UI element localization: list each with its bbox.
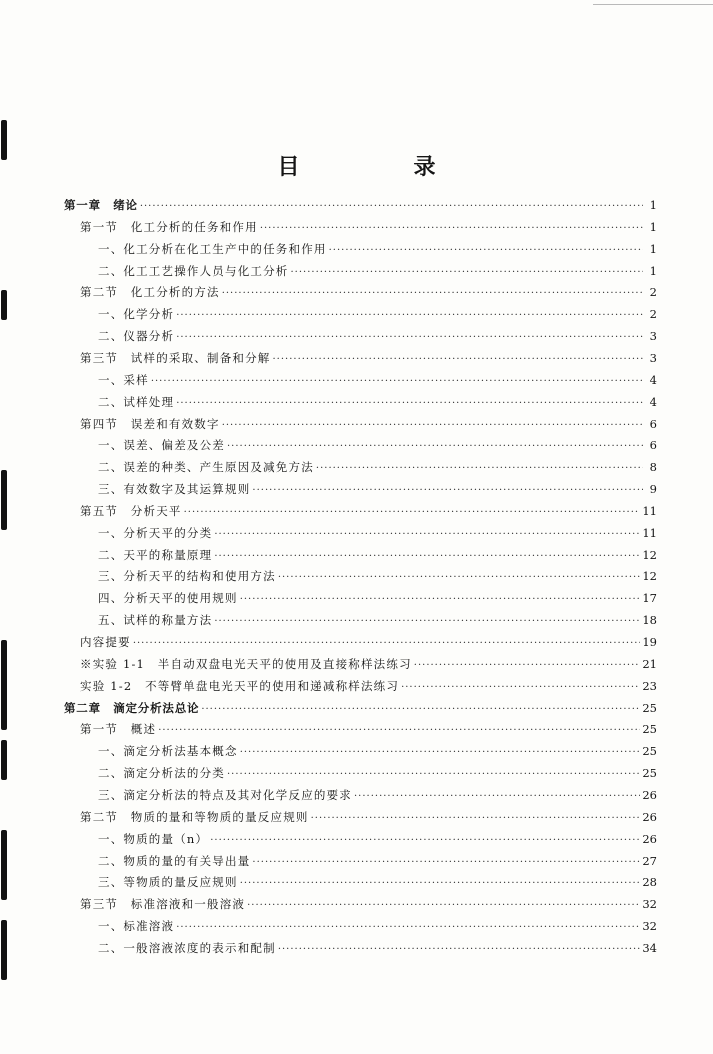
toc-entry[interactable] [98,918,657,936]
toc-entry-page-number: 26 [642,809,657,824]
dot-leader [354,791,640,802]
toc-entry-page-number: 23 [642,678,657,693]
dot-leader [273,354,644,365]
dot-leader [329,245,643,256]
toc-entry[interactable] [80,809,657,827]
dot-leader [260,223,643,234]
toc-entry-label: 第一节 概述 [80,722,157,737]
toc-entry-label: 一、误差、偏差及公差 [98,438,225,453]
toc-entry-label: 一、化工分析在化工生产中的任务和作用 [98,241,327,256]
dot-leader [278,944,641,955]
dot-leader [210,835,640,846]
dot-leader [133,638,641,649]
toc-entry-label: 内容提要 [80,635,131,649]
toc-entry-label: 第三节 试样的采取、制备和分解 [80,350,271,365]
toc-entry[interactable] [98,372,657,390]
toc-entry-page-number: 3 [649,329,657,344]
toc-entry-label: 第二节 化工分析的方法 [80,285,220,300]
toc-entry-label: 第一章 绪论 [64,198,138,212]
dot-leader [176,332,643,343]
toc-entry-label: ※实验 1-1 半自动双盘电光天平的使用及直接称样法练习 [80,656,412,671]
dot-leader [184,507,641,518]
toc-entry-label: 第四节 误差和有效数字 [80,416,220,431]
toc-entry[interactable] [98,853,657,871]
toc-entry[interactable] [80,416,657,434]
toc-entry-page-number: 9 [649,482,657,497]
dot-leader [401,682,640,693]
toc-entry-page-number: 19 [642,635,657,649]
toc-entry-page-number: 6 [649,438,657,453]
toc-entry-page-number: 6 [649,416,657,431]
toc-entry-page-number: 8 [649,460,657,475]
toc-entry-label: 二、一般溶液浓度的表示和配制 [98,940,276,955]
toc-entry-page-number: 34 [642,940,657,955]
toc-entry-page-number: 2 [649,307,657,322]
toc-entry-page-number: 21 [642,656,657,671]
toc-entry[interactable] [98,459,657,477]
toc-entry[interactable] [64,197,657,215]
toc-entry[interactable] [98,525,657,543]
toc-entry-label: 一、分析天平的分类 [98,525,213,540]
toc-entry-label: 一、采样 [98,372,149,387]
toc-entry-label: 一、化学分析 [98,307,175,322]
dot-leader [227,441,643,452]
toc-entry[interactable] [80,721,657,739]
toc-entry[interactable] [98,765,657,783]
toc-entry-page-number: 3 [649,350,657,365]
dot-leader [311,813,641,824]
toc-entry-label: 第三节 标准溶液和一般溶液 [80,897,246,912]
toc-entry-label: 三、等物质的量反应规则 [98,875,238,890]
dot-leader [414,660,641,671]
toc-entry-page-number: 1 [649,263,657,278]
dot-leader [240,747,641,758]
toc-entry-label: 二、物质的量的有关导出量 [98,853,251,868]
dot-leader [222,420,643,431]
dot-leader [278,572,641,583]
toc-entry-page-number: 1 [649,241,657,256]
dot-leader [214,529,640,540]
toc-entry-label: 五、试样的称量方法 [98,613,213,628]
toc-entry-label: 四、分析天平的使用规则 [98,591,238,606]
toc-entry[interactable] [64,700,657,718]
dot-leader [247,900,640,911]
toc-entry-label: 二、误差的种类、产生原因及减免方法 [98,460,314,475]
toc-entry-label: 三、分析天平的结构和使用方法 [98,569,276,584]
toc-entry-label: 三、有效数字及其运算规则 [98,482,251,497]
toc-entry-page-number: 27 [642,853,657,868]
toc-entry[interactable] [80,656,657,674]
toc-entry-label: 一、滴定分析法基本概念 [98,744,238,759]
toc-entry-label: 三、滴定分析法的特点及其对化学反应的要求 [98,787,352,802]
toc-entry[interactable] [98,590,657,608]
toc-entry[interactable] [98,787,657,805]
toc-entry-label: 第五节 分析天平 [80,503,182,518]
dot-leader [240,878,641,889]
toc-entry[interactable] [98,263,657,281]
toc-entry[interactable] [98,306,657,324]
toc-entry-label: 二、天平的称量原理 [98,547,213,562]
toc-entry-page-number: 25 [642,700,657,715]
toc-entry-page-number: 26 [642,831,657,846]
dot-leader [316,463,643,474]
dot-leader [176,922,640,933]
toc-entry[interactable] [98,394,657,412]
dot-leader [227,769,640,780]
toc-entry[interactable] [98,743,657,761]
dot-leader [240,594,641,605]
toc-entry[interactable] [98,568,657,586]
toc-entry[interactable] [98,547,657,565]
toc-entry-label: 第二节 物质的量和等物质的量反应规则 [80,809,309,824]
dot-leader [214,616,640,627]
dot-leader [151,376,643,387]
dot-leader [252,857,640,868]
toc-entry-page-number: 12 [642,569,657,584]
toc-entry[interactable] [80,284,657,302]
toc-entry-page-number: 4 [649,372,657,387]
toc-entry[interactable] [98,874,657,892]
toc-entry-page-number: 4 [649,394,657,409]
dot-leader [252,485,643,496]
toc-entry[interactable] [80,219,657,237]
toc-entry[interactable] [80,634,657,652]
toc-entry-page-number: 32 [642,897,657,912]
toc-entry-label: 二、仪器分析 [98,329,175,344]
toc-entry-page-number: 11 [642,525,657,540]
dot-leader [176,398,643,409]
toc-entry-page-number: 1 [649,198,657,212]
toc-entry-label: 实验 1-2 不等臂单盘电光天平的使用和递减称样法练习 [80,678,400,693]
toc-entry[interactable] [80,896,657,914]
toc-entry[interactable] [80,678,657,696]
page-title: 目 录 [277,155,482,180]
dot-leader [158,725,640,736]
dot-leader [176,310,643,321]
toc-entry-label: 一、标准溶液 [98,919,175,934]
toc-entry-page-number: 18 [642,613,657,628]
toc-entry[interactable] [98,612,657,630]
dot-leader [140,201,643,212]
toc-entry-page-number: 25 [642,744,657,759]
toc-entry[interactable] [80,350,657,368]
toc-entry[interactable] [98,437,657,455]
toc-entry-page-number: 32 [642,919,657,934]
toc-entry-page-number: 25 [642,722,657,737]
toc-entry-page-number: 17 [642,591,657,606]
dot-leader [214,551,640,562]
toc-entry[interactable] [98,328,657,346]
toc-entry-label: 二、滴定分析法的分类 [98,766,225,781]
toc-entry-page-number: 2 [649,285,657,300]
dot-leader [201,704,640,715]
toc-entry-page-number: 12 [642,547,657,562]
dot-leader [291,267,644,278]
toc-entry[interactable] [98,241,657,259]
toc-entry[interactable] [98,940,657,958]
toc-entry-label: 第二章 滴定分析法总论 [64,700,200,715]
toc-entry[interactable] [80,503,657,521]
toc-entry-page-number: 1 [649,219,657,234]
toc-entry[interactable] [98,831,657,849]
toc-entry-label: 二、试样处理 [98,394,175,409]
toc-entry-label: 第一节 化工分析的任务和作用 [80,219,258,234]
toc-entry-page-number: 11 [642,503,657,518]
toc-entry-label: 一、物质的量（n） [98,831,209,846]
dot-leader [222,288,643,299]
toc-entry[interactable] [98,481,657,499]
toc-entry-page-number: 26 [642,787,657,802]
toc-entry-page-number: 28 [642,875,657,890]
toc-entry-page-number: 25 [642,766,657,781]
toc-entry-label: 二、化工工艺操作人员与化工分析 [98,263,289,278]
